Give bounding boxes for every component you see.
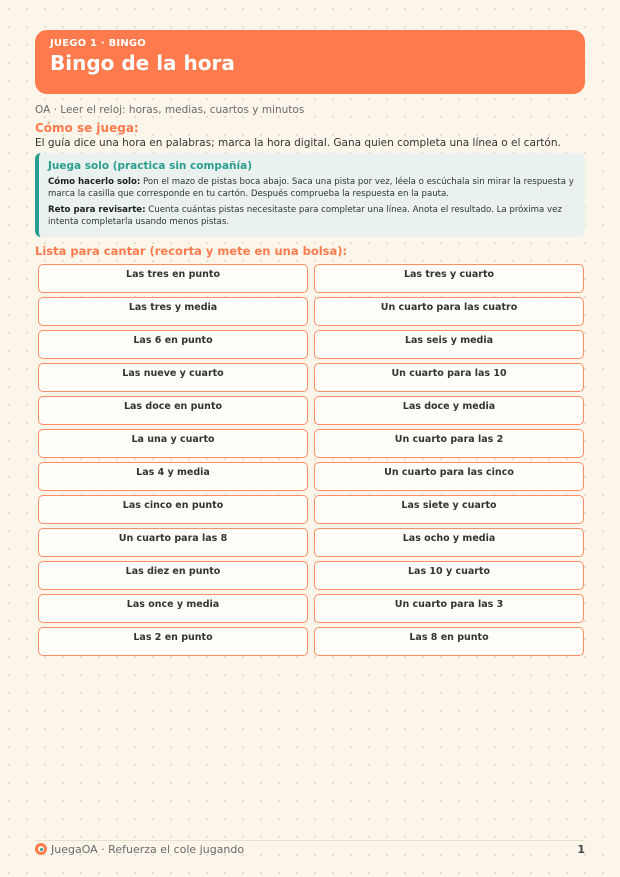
call-card: Un cuarto para las 10 [314, 363, 584, 392]
call-card: Las cinco en punto [38, 495, 308, 524]
call-list-heading: Lista para cantar (recorta y mete en una bolsa): [35, 244, 348, 258]
call-list-grid [38, 264, 583, 656]
page-footer [35, 843, 585, 859]
call-card: Las tres en punto [38, 264, 308, 293]
call-card: Las 2 en punto [38, 627, 308, 656]
call-card: Las 6 en punto [38, 330, 308, 359]
call-card: Las 4 y media [38, 462, 308, 491]
solo-challenge-paragraph [48, 204, 575, 228]
call-card: Un cuarto para las 3 [314, 594, 584, 623]
learning-objective: OA · Leer el reloj: horas, medias, cuartos y minutos [35, 104, 305, 116]
call-card: Un cuarto para las cuatro [314, 297, 584, 326]
how-to-play-text: El guía dice una hora en palabras; marca la hora digital. Gana quien completa una línea o el cartón. [35, 137, 561, 149]
solo-play-title: Juega solo (practica sin compañía) [48, 160, 252, 172]
page-number: 1 [577, 843, 585, 856]
call-card: Las seis y media [314, 330, 584, 359]
page-title: Bingo de la hora [50, 51, 235, 75]
call-card: Las ocho y media [314, 528, 584, 557]
call-card: Las tres y media [38, 297, 308, 326]
call-card: Las diez en punto [38, 561, 308, 590]
call-card: Las tres y cuarto [314, 264, 584, 293]
game-kicker: JUEGO 1 · BINGO [50, 38, 147, 49]
call-card: Las 8 en punto [314, 627, 584, 656]
solo-challenge-text: Cuenta cuántas pistas necesitaste para completar una línea. Anota el resultado. La próxima vez intenta completarla usando menos pistas. [48, 205, 562, 227]
call-card: Las doce en punto [38, 396, 308, 425]
call-card: Las nueve y cuarto [38, 363, 308, 392]
solo-how-label: Cómo hacerlo solo: [48, 177, 141, 187]
solo-play-box [35, 153, 585, 237]
game-header [35, 30, 585, 94]
call-card: Un cuarto para las 8 [38, 528, 308, 557]
call-card: La una y cuarto [38, 429, 308, 458]
call-card: Las doce y media [314, 396, 584, 425]
juegaoa-logo-icon [35, 843, 47, 855]
solo-how-paragraph [48, 176, 575, 200]
call-card: Las 10 y cuarto [314, 561, 584, 590]
call-card: Las siete y cuarto [314, 495, 584, 524]
call-card: Un cuarto para las cinco [314, 462, 584, 491]
how-to-play-heading: Cómo se juega: [35, 121, 139, 135]
footer-divider [35, 840, 585, 841]
call-card: Un cuarto para las 2 [314, 429, 584, 458]
footer-brand-text: JuegaOA · Refuerza el cole jugando [51, 843, 245, 856]
call-card: Las once y media [38, 594, 308, 623]
solo-challenge-label: Reto para revisarte: [48, 205, 146, 215]
solo-how-text: Pon el mazo de pistas boca abajo. Saca una pista por vez, léela o escúchala sin mirar la respuesta y marca la casilla que corresponde en tu cartón. Después comprueba la respuesta en la pauta. [48, 177, 574, 199]
